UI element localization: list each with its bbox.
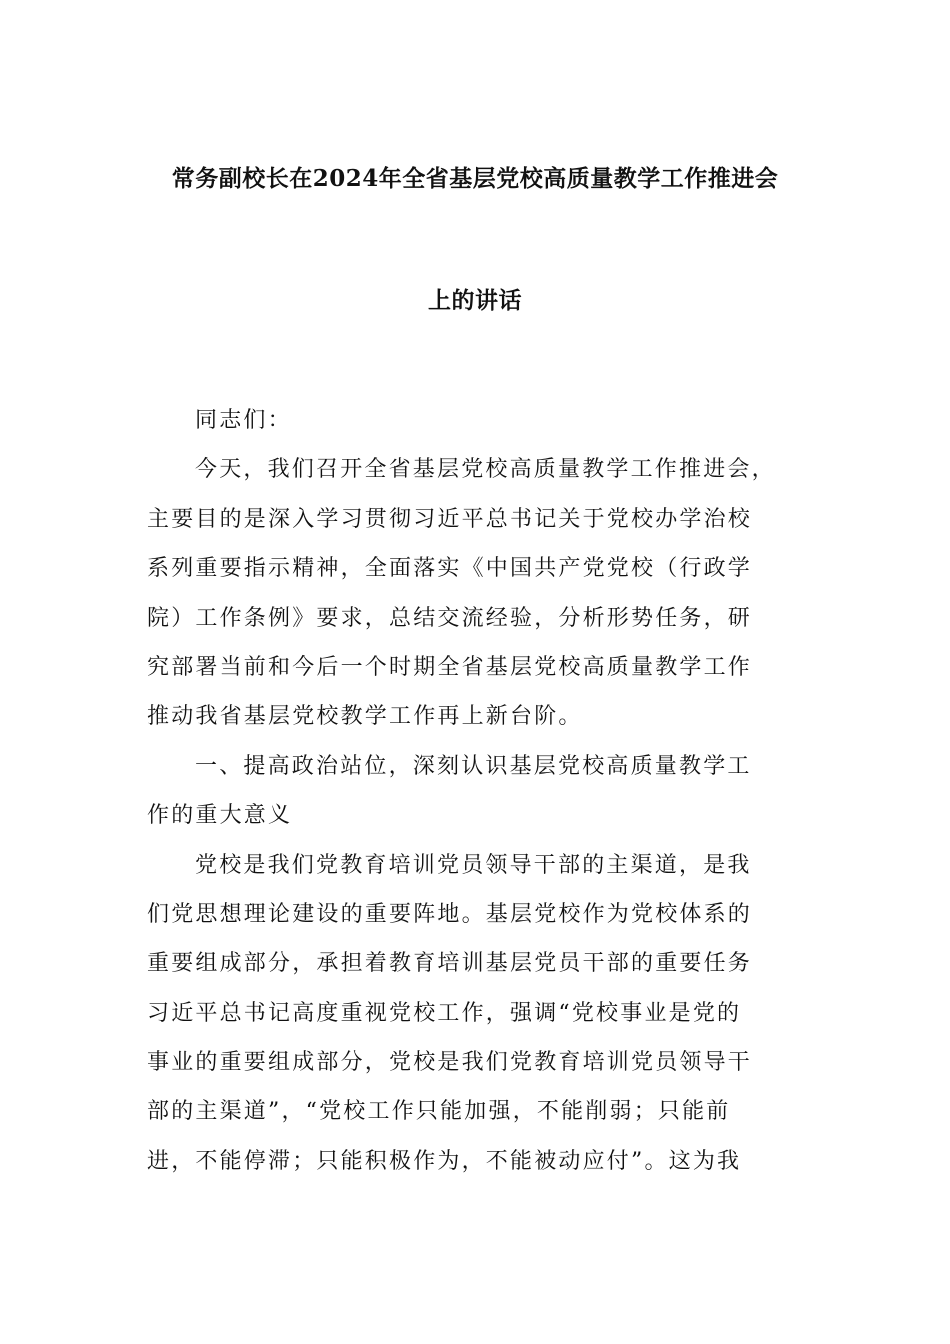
body-line: 进，不能停滞；只能积极作为，不能被动应付”。这为我: [147, 1148, 742, 1174]
document-body: [147, 396, 807, 1186]
body-line: 部的主渠道”，“党校工作只能加强，不能削弱；只能前: [147, 1099, 731, 1125]
body-line: 系列重要指示精神，全面落实《中国共产党党校（行政学: [147, 556, 753, 582]
section-heading-line: 一、提高政治站位，深刻认识基层党校高质量教学工: [195, 753, 752, 779]
section-heading-line: 作的重大意义: [147, 803, 293, 829]
body-line: 习近平总书记高度重视党校工作，强调“党校事业是党的: [147, 1000, 742, 1026]
body-line: 院）工作条例》要求，总结交流经验，分析形势任务，研: [147, 605, 753, 631]
body-line: 重要组成部分，承担着教育培训基层党员干部的重要任务: [147, 951, 753, 977]
document-title-line-2: 上的讲话: [428, 287, 522, 314]
body-line: 推动我省基层党校教学工作再上新台阶。: [147, 704, 583, 730]
body-line: 主要目的是深入学习贯彻习近平总书记关于党校办学治校: [147, 506, 753, 532]
body-line-salutation: 同志们：: [195, 408, 292, 433]
body-line: 们党思想理论建设的重要阵地。基层党校作为党校体系的: [147, 901, 753, 927]
body-line: 今天，我们召开全省基层党校高质量教学工作推进会，: [195, 457, 776, 483]
body-line: 究部署当前和今后一个时期全省基层党校高质量教学工作: [147, 654, 753, 680]
body-line: 事业的重要组成部分，党校是我们党教育培训党员领导干: [147, 1050, 753, 1076]
document-title-line-1: 常务副校长在2024年全省基层党校高质量教学工作推进会: [171, 165, 779, 192]
body-line: 党校是我们党教育培训党员领导干部的主渠道，是我: [195, 852, 752, 878]
